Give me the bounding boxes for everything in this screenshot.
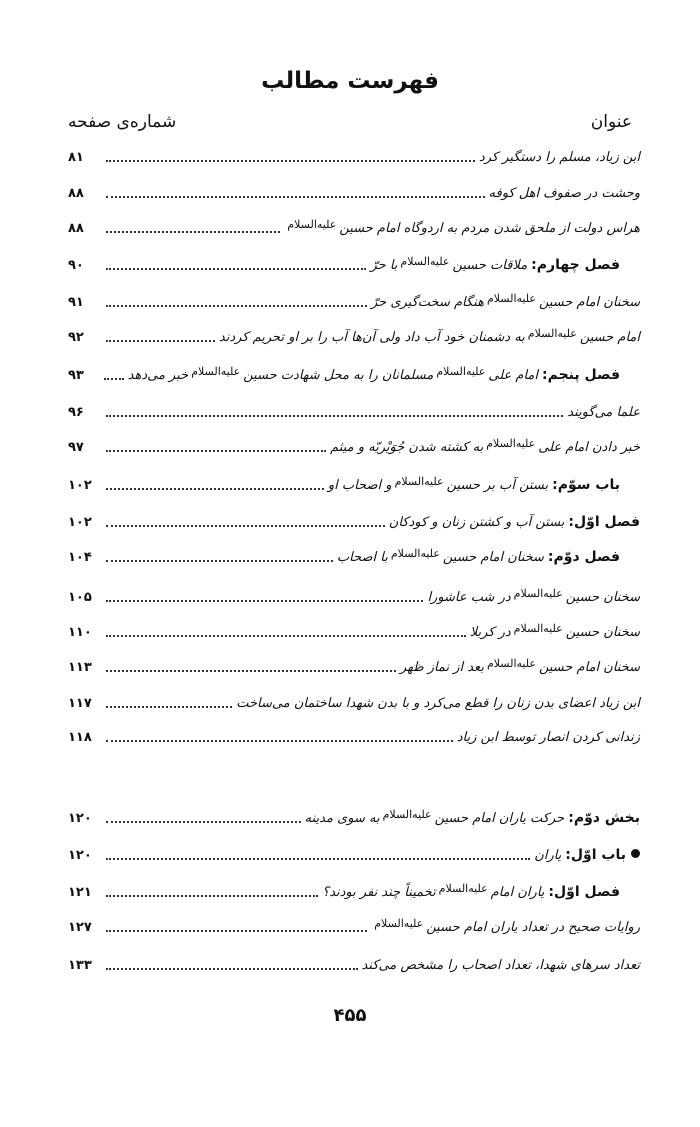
entry-text: روایات صحیح در تعداد یاران امام حسین bbox=[426, 920, 640, 935]
entry-title bbox=[389, 512, 640, 533]
column-header-title: عنوان bbox=[590, 112, 632, 132]
page-ref: ۸۸ bbox=[68, 221, 84, 236]
entry-title bbox=[534, 845, 640, 866]
honorific-glyph: علیه‌السلام bbox=[390, 547, 440, 560]
dot-leader bbox=[106, 231, 280, 233]
entry-text: هراس دولت از ملحق شدن مردم به اردوگاه امام حسین bbox=[339, 221, 640, 236]
table-row bbox=[68, 287, 640, 313]
page-ref: ۱۰۵ bbox=[68, 590, 92, 605]
entry-title bbox=[370, 252, 620, 276]
dot-leader bbox=[106, 196, 485, 198]
entry-text: وحشت در صفوف اهل کوفه bbox=[488, 186, 640, 201]
entry-title bbox=[427, 584, 640, 608]
entry-lead: باب اوّل: bbox=[565, 847, 626, 863]
dot-leader bbox=[106, 268, 366, 270]
entry-title bbox=[489, 184, 640, 204]
entry-text: به دشمنان خود آب داد ولی آن‌ها آب را بر او تحریم کردند bbox=[218, 330, 525, 345]
entry-text: سخنان حسین bbox=[565, 590, 640, 605]
bullet-icon bbox=[631, 849, 640, 858]
table-row bbox=[68, 722, 640, 748]
honorific-glyph: علیه‌السلام bbox=[438, 882, 488, 895]
dot-leader bbox=[106, 895, 318, 897]
table-row bbox=[68, 803, 640, 829]
entry-text: تعداد سرهای شهدا، تعداد اصحاب را مشخص می‌کند bbox=[361, 958, 640, 973]
entry-text: بستن آب و کشتن زنان و کودکان bbox=[388, 515, 565, 530]
entry-text: با حرّ bbox=[370, 258, 398, 273]
dot-leader bbox=[106, 488, 324, 490]
dot-leader bbox=[106, 600, 423, 602]
dot-leader bbox=[106, 706, 232, 708]
entry-text: به سوی مدینه bbox=[304, 811, 380, 826]
entry-title bbox=[128, 362, 620, 386]
dot-leader bbox=[104, 378, 124, 380]
dot-leader bbox=[106, 930, 367, 932]
entry-text: زندانی کردن انصار توسط ابن زیاد bbox=[456, 730, 640, 745]
entry-text: با اصحاب bbox=[336, 550, 388, 565]
entry-text: بعد از نماز ظهر bbox=[400, 660, 484, 675]
entry-text: سخنان امام حسین bbox=[538, 295, 640, 310]
honorific-glyph: علیه‌السلام bbox=[374, 917, 424, 930]
honorific-glyph: علیه‌السلام bbox=[191, 365, 241, 378]
honorific-glyph: علیه‌السلام bbox=[394, 475, 444, 488]
honorific-glyph: علیه‌السلام bbox=[382, 808, 432, 821]
page-ref: ۱۳۳ bbox=[68, 958, 92, 973]
page-ref: ۱۲۰ bbox=[68, 811, 92, 826]
page-ref: ۹۷ bbox=[68, 440, 84, 455]
entry-lead: فصل اوّل: bbox=[548, 884, 620, 900]
dot-leader bbox=[106, 670, 396, 672]
column-header-page: شماره‌ی صفحه bbox=[68, 112, 177, 132]
table-row bbox=[68, 360, 640, 386]
entry-title bbox=[457, 728, 640, 748]
entry-text: سخنان حسین bbox=[565, 625, 640, 640]
table-row bbox=[68, 912, 640, 938]
page-title: فهرست مطالب bbox=[261, 68, 439, 94]
entry-lead: فصل دوّم: bbox=[547, 549, 620, 565]
entry-text: هنگام سخت‌گیری حرّ bbox=[370, 295, 484, 310]
table-row bbox=[68, 178, 640, 204]
honorific-glyph: علیه‌السلام bbox=[513, 622, 563, 635]
dot-leader bbox=[106, 858, 530, 860]
dot-leader bbox=[106, 968, 358, 970]
dot-leader bbox=[106, 340, 215, 342]
table-row bbox=[68, 507, 640, 533]
entry-text: در کربلا bbox=[469, 625, 511, 640]
page-ref: ۱۲۰ bbox=[68, 848, 92, 863]
entry-text: یاران bbox=[534, 848, 562, 863]
honorific-glyph: علیه‌السلام bbox=[287, 218, 337, 231]
entry-text: امام علی bbox=[488, 368, 539, 383]
page-number: ۴۵۵ bbox=[333, 1005, 367, 1026]
entry-text: سخنان امام حسین bbox=[442, 550, 544, 565]
table-row bbox=[68, 542, 640, 568]
table-row bbox=[68, 213, 640, 239]
entry-text: خبر دادن امام علی bbox=[538, 440, 640, 455]
entry-title bbox=[400, 654, 640, 678]
entry-text: در شب عاشورا bbox=[427, 590, 511, 605]
honorific-glyph: علیه‌السلام bbox=[527, 327, 577, 340]
page-ref: ۱۱۳ bbox=[68, 660, 92, 675]
dot-leader bbox=[106, 305, 367, 307]
page-ref: ۱۰۲ bbox=[68, 515, 92, 530]
page-ref: ۱۱۸ bbox=[68, 730, 92, 745]
honorific-glyph: علیه‌السلام bbox=[513, 587, 563, 600]
page-ref: ۱۲۱ bbox=[68, 885, 92, 900]
page-ref: ۹۰ bbox=[68, 258, 84, 273]
entry-text: علما می‌گویند bbox=[567, 405, 640, 420]
entry-text: به کشته شدن جُوَیْریّه و میثم bbox=[330, 440, 484, 455]
table-row bbox=[68, 432, 640, 458]
entry-text: حرکت یاران امام حسین bbox=[434, 811, 565, 826]
table-row bbox=[68, 950, 640, 976]
entry-title bbox=[330, 434, 640, 458]
entry-text: مسلمانان را به محل شهادت حسین bbox=[243, 368, 434, 383]
page-ref: ۹۱ bbox=[68, 295, 84, 310]
entry-title bbox=[371, 914, 640, 938]
table-row bbox=[68, 322, 640, 348]
entry-text: امام حسین bbox=[579, 330, 640, 345]
honorific-glyph: علیه‌السلام bbox=[436, 365, 486, 378]
page-ref: ۸۱ bbox=[68, 150, 84, 165]
dot-leader bbox=[106, 415, 563, 417]
dot-leader bbox=[106, 450, 326, 452]
entry-lead: باب سوّم: bbox=[552, 477, 620, 493]
table-row bbox=[68, 397, 640, 423]
dot-leader bbox=[106, 560, 333, 562]
table-row bbox=[68, 877, 640, 903]
honorific-glyph: علیه‌السلام bbox=[486, 657, 536, 670]
entry-title bbox=[479, 148, 640, 168]
table-row bbox=[68, 470, 640, 496]
entry-title bbox=[470, 619, 640, 643]
entry-text: تخمیناً چند نفر بودند؟ bbox=[322, 885, 436, 900]
table-row bbox=[68, 617, 640, 643]
entry-title bbox=[284, 215, 640, 239]
table-row bbox=[68, 142, 640, 168]
page-ref: ۱۰۲ bbox=[68, 478, 92, 493]
entry-text: ملاقات حسین bbox=[452, 258, 528, 273]
entry-title bbox=[305, 805, 640, 829]
honorific-glyph: علیه‌السلام bbox=[486, 437, 536, 450]
entry-lead: فصل اوّل: bbox=[568, 514, 640, 530]
honorific-glyph: علیه‌السلام bbox=[400, 255, 450, 268]
dot-leader bbox=[106, 821, 301, 823]
entry-text: خبر می‌دهد bbox=[127, 368, 189, 383]
honorific-glyph: علیه‌السلام bbox=[486, 292, 536, 305]
page-ref: ۸۸ bbox=[68, 186, 84, 201]
table-row bbox=[68, 688, 640, 714]
entry-title bbox=[567, 403, 640, 423]
dot-leader bbox=[106, 740, 453, 742]
entry-text: سخنان امام حسین bbox=[538, 660, 640, 675]
entry-title bbox=[328, 472, 620, 496]
table-row bbox=[68, 582, 640, 608]
page-ref: ۹۳ bbox=[68, 368, 84, 383]
entry-title bbox=[236, 694, 640, 714]
entry-title bbox=[362, 956, 640, 976]
dot-leader bbox=[106, 635, 466, 637]
entry-title bbox=[371, 289, 640, 313]
entry-title bbox=[322, 879, 620, 903]
entry-lead: فصل پنجم: bbox=[542, 367, 620, 383]
page-ref: ۱۰۴ bbox=[68, 550, 92, 565]
entry-text: ابن زیاد، مسلم را دستگیر کرد bbox=[478, 150, 640, 165]
page-ref: ۱۱۰ bbox=[68, 625, 92, 640]
dot-leader bbox=[106, 160, 475, 162]
entry-title bbox=[219, 324, 640, 348]
page-ref: ۹۶ bbox=[68, 405, 84, 420]
table-row bbox=[68, 250, 640, 276]
dot-leader bbox=[106, 525, 385, 527]
entry-text: بستن آب بر حسین bbox=[446, 478, 549, 493]
table-row bbox=[68, 652, 640, 678]
page-ref: ۱۲۷ bbox=[68, 920, 92, 935]
entry-lead: فصل چهارم: bbox=[531, 257, 620, 273]
page-ref: ۱۱۷ bbox=[68, 696, 92, 711]
table-row bbox=[68, 840, 640, 866]
entry-text: ابن زیاد اعضای بدن زنان را قطع می‌کرد و با بدن شهدا ساختمان می‌ساخت bbox=[236, 696, 640, 711]
entry-title bbox=[337, 544, 620, 568]
entry-lead: بخش دوّم: bbox=[568, 810, 640, 826]
entry-text: یاران امام bbox=[490, 885, 545, 900]
entry-text: و اصحاب او bbox=[327, 478, 392, 493]
page-ref: ۹۲ bbox=[68, 330, 84, 345]
